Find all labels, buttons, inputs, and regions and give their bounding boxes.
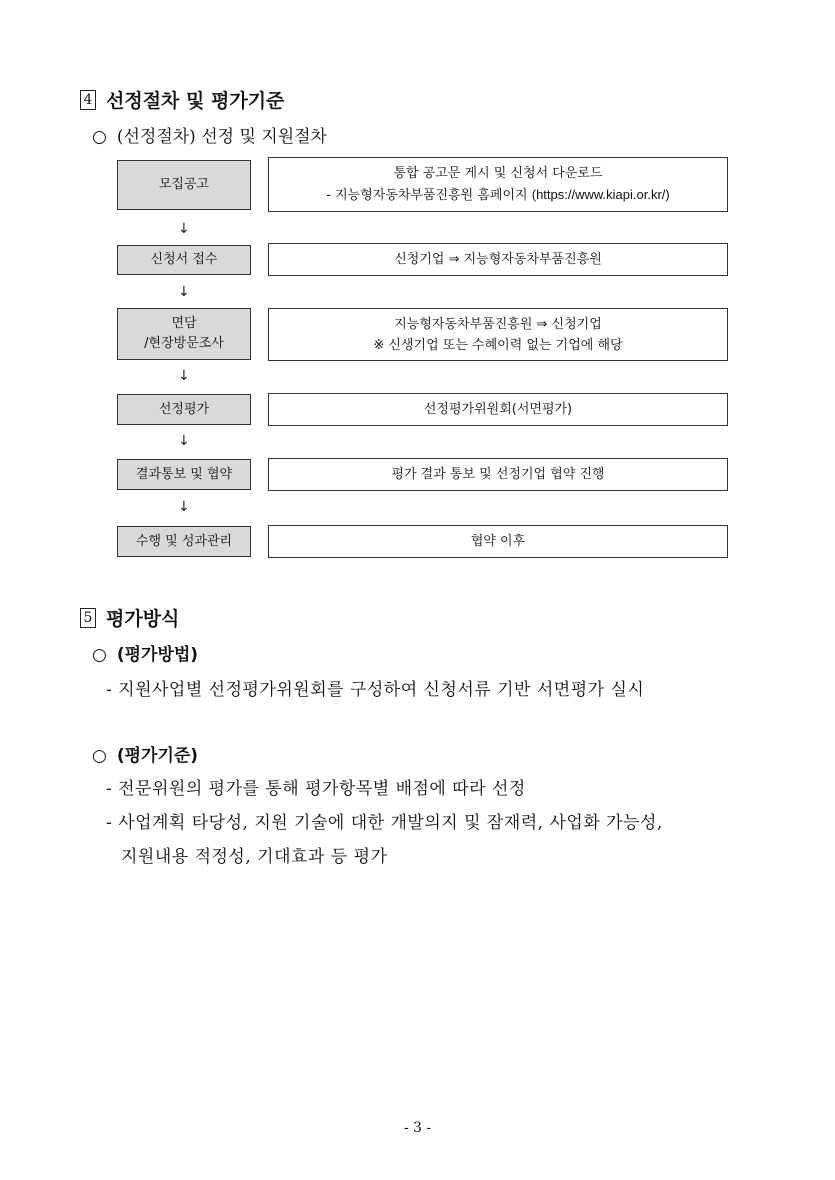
flow-step-6 — [117, 526, 251, 557]
flow-detail-text: - 지능형자동차부품진흥원 홈페이지 (https://www.kiapi.or.kr/) — [326, 187, 670, 203]
flow-detail-text: 지능형자동차부품진흥원 ⇒ 신청기업 — [394, 316, 602, 332]
down-arrow-icon: ↓ — [178, 284, 190, 300]
flow-detail-1 — [268, 157, 728, 212]
flow-detail-text: 협약 이후 — [470, 534, 526, 549]
down-arrow-icon: ↓ — [178, 221, 190, 237]
bullet-text: (선정절차) 선정 및 지원절차 — [116, 127, 327, 147]
criteria-item: - 전문위원의 평가를 통해 평가항목별 배점에 따라 선정 — [106, 779, 526, 799]
flow-detail-text: 선정평가위원회(서면평가) — [423, 402, 573, 417]
flow-detail-2 — [268, 243, 728, 276]
criteria-item: - 사업계획 타당성, 지원 기술에 대한 개발의지 및 잠재력, 사업화 가능성, — [106, 813, 663, 833]
circle-bullet-icon: ○ — [92, 127, 107, 147]
circle-bullet-icon: ○ — [92, 746, 107, 766]
criteria-item-continued: 지원내용 적정성, 기대효과 등 평가 — [121, 847, 388, 867]
heading-text: (평가방법) — [116, 645, 199, 665]
flow-step-2 — [117, 245, 251, 275]
section-number-box: 5 — [80, 608, 96, 628]
flow-step-label: 선정평가 — [158, 401, 210, 417]
flow-detail-text: 신청기업 ⇒ 지능형자동차부품진흥원 — [394, 252, 602, 267]
flow-step-label: 신청서 접수 — [150, 252, 218, 267]
page-number: - 3 - — [403, 1120, 432, 1136]
down-arrow-icon: ↓ — [178, 433, 190, 449]
flow-step-5 — [117, 459, 251, 490]
section-4-header — [80, 86, 284, 113]
flow-detail-4 — [268, 393, 728, 426]
flow-detail-5 — [268, 458, 728, 491]
flow-step-label: 모집공고 — [158, 177, 210, 192]
flow-detail-6 — [268, 525, 728, 558]
flow-step-label: /현장방문조사 — [144, 336, 224, 351]
flow-step-1 — [117, 160, 251, 210]
method-item: - 지원사업별 선정평가위원회를 구성하여 신청서류 기반 서면평가 실시 — [106, 680, 645, 700]
section-title: 평가방식 — [106, 608, 180, 630]
criteria-heading — [92, 741, 198, 766]
section-title: 선정절차 및 평가기준 — [106, 90, 285, 112]
flow-detail-text: 평가 결과 통보 및 선정기업 협약 진행 — [391, 467, 605, 482]
section-4-bullet — [92, 122, 327, 147]
heading-text: (평가기준) — [116, 746, 199, 766]
flow-detail-text: ※ 신생기업 또는 수혜이력 없는 기업에 해당 — [373, 337, 623, 353]
circle-bullet-icon: ○ — [92, 645, 107, 665]
section-number-box: 4 — [80, 90, 96, 110]
flow-detail-3 — [268, 308, 728, 361]
flow-step-label: 면담 — [171, 316, 197, 331]
flow-step-label: 수행 및 성과관리 — [135, 533, 233, 549]
down-arrow-icon: ↓ — [178, 368, 190, 384]
method-heading — [92, 640, 198, 665]
flow-detail-text: 통합 공고문 게시 및 신청서 다운로드 — [393, 166, 603, 181]
flow-step-3 — [117, 308, 251, 360]
section-5-header — [80, 604, 179, 631]
url-text: (https://www.kiapi.or.kr/) — [531, 187, 670, 202]
flow-step-label: 결과통보 및 협약 — [135, 466, 233, 482]
flow-step-4 — [117, 394, 251, 425]
down-arrow-icon: ↓ — [178, 499, 190, 515]
